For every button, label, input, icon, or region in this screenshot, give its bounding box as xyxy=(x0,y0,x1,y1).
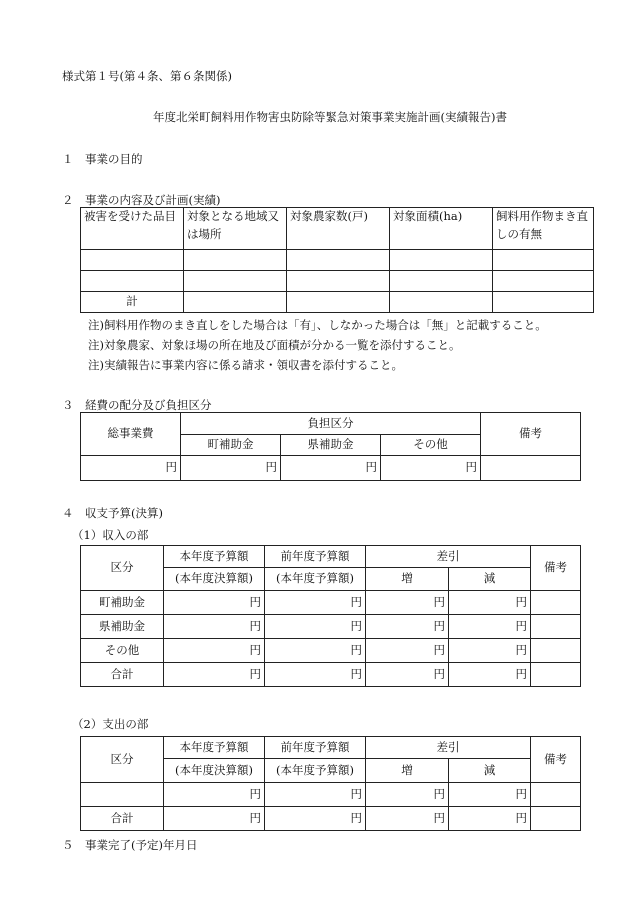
remarks-header: 備考 xyxy=(531,546,581,591)
expense-subheading: （2）支出の部 xyxy=(72,717,149,731)
yen-cell[interactable]: 円 xyxy=(366,663,449,687)
this-year-budget-paren-header: (本年度予算額) xyxy=(265,759,366,783)
yen-cell[interactable]: 円 xyxy=(281,456,381,481)
section-2-heading: 事業の内容及び計画(実績) xyxy=(85,193,221,207)
this-year-settlement-header: (本年度決算額) xyxy=(164,568,265,591)
cell[interactable] xyxy=(81,783,164,807)
document-title: 年度北栄町飼料用作物害虫防除等緊急対策事業実施計画(実績報告)書 xyxy=(153,110,507,124)
section-5-number: ５ xyxy=(62,838,74,852)
category-header: 区分 xyxy=(81,546,164,591)
yen-cell[interactable]: 円 xyxy=(265,807,366,831)
yen-cell[interactable]: 円 xyxy=(81,456,181,481)
decrease-header: 減 xyxy=(449,568,531,591)
yen-cell[interactable]: 円 xyxy=(164,807,265,831)
cell[interactable] xyxy=(481,456,581,481)
income-row-label: その他 xyxy=(81,639,164,663)
decrease-header: 減 xyxy=(449,759,531,783)
header-target-area: 対象となる地域又は場所 xyxy=(184,208,287,250)
yen-cell[interactable]: 円 xyxy=(164,783,265,807)
prev-year-budget-header: 前年度予算額 xyxy=(265,546,366,568)
increase-header: 増 xyxy=(366,759,449,783)
income-row-label: 県補助金 xyxy=(81,615,164,639)
section-4-number: ４ xyxy=(62,506,74,520)
this-year-budget-header: 本年度予算額 xyxy=(164,546,265,568)
town-subsidy-header: 町補助金 xyxy=(181,435,281,456)
yen-cell[interactable]: 円 xyxy=(449,639,531,663)
cell[interactable] xyxy=(287,271,390,292)
category-header: 区分 xyxy=(81,737,164,783)
cell[interactable] xyxy=(493,292,594,313)
yen-cell[interactable]: 円 xyxy=(265,591,366,615)
cell[interactable] xyxy=(81,250,184,271)
section-3-heading: 経費の配分及び負担区分 xyxy=(85,398,212,412)
cell[interactable] xyxy=(390,271,493,292)
yen-cell[interactable]: 円 xyxy=(366,591,449,615)
remarks-header: 備考 xyxy=(481,413,581,456)
cell[interactable] xyxy=(390,250,493,271)
total-cost-header: 総事業費 xyxy=(81,413,181,456)
cell[interactable] xyxy=(493,250,594,271)
section-1-number: １ xyxy=(62,152,74,166)
income-row-label: 町補助金 xyxy=(81,591,164,615)
section-5-heading: 事業完了(予定)年月日 xyxy=(85,838,198,852)
yen-cell[interactable]: 円 xyxy=(449,783,531,807)
content-table xyxy=(80,207,594,313)
cell[interactable] xyxy=(287,250,390,271)
cell[interactable] xyxy=(184,250,287,271)
expense-table xyxy=(80,736,581,831)
section-1-heading: 事業の目的 xyxy=(85,152,143,166)
yen-cell[interactable]: 円 xyxy=(449,663,531,687)
section-4-heading: 収支予算(決算) xyxy=(85,506,163,520)
cell[interactable] xyxy=(81,271,184,292)
header-resowing: 飼料用作物まき直しの有無 xyxy=(493,208,594,250)
note-1: 注)飼料用作物のまき直しをした場合は「有」、しなかった場合は「無」と記載すること。 xyxy=(88,318,547,332)
prev-year-budget-header: 前年度予算額 xyxy=(265,737,366,759)
cell[interactable] xyxy=(531,591,581,615)
income-subheading: （1）収入の部 xyxy=(72,528,149,542)
burden-header: 負担区分 xyxy=(181,413,481,435)
section-2-number: ２ xyxy=(62,193,74,207)
note-3: 注)実績報告に事業内容に係る請求・領収書を添付すること。 xyxy=(88,358,403,372)
header-target-area-ha: 対象面積(ha) xyxy=(390,208,493,250)
yen-cell[interactable]: 円 xyxy=(449,615,531,639)
cost-table xyxy=(80,412,581,481)
yen-cell[interactable]: 円 xyxy=(164,615,265,639)
cell[interactable] xyxy=(390,292,493,313)
cell[interactable] xyxy=(531,615,581,639)
this-year-budget-header: 本年度予算額 xyxy=(164,737,265,759)
yen-cell[interactable]: 円 xyxy=(449,591,531,615)
this-year-budget-paren-header: (本年度予算額) xyxy=(265,568,366,591)
other-header: その他 xyxy=(381,435,481,456)
cell[interactable] xyxy=(184,271,287,292)
total-label: 計 xyxy=(81,292,184,313)
yen-cell[interactable]: 円 xyxy=(181,456,281,481)
remarks-header: 備考 xyxy=(531,737,581,783)
difference-header: 差引 xyxy=(366,546,531,568)
cell[interactable] xyxy=(184,292,287,313)
yen-cell[interactable]: 円 xyxy=(265,663,366,687)
section-3-number: ３ xyxy=(62,398,74,412)
increase-header: 増 xyxy=(366,568,449,591)
note-2: 注)対象農家、対象ほ場の所在地及び面積が分かる一覧を添付すること。 xyxy=(88,338,461,352)
yen-cell[interactable]: 円 xyxy=(366,615,449,639)
header-farmer-count: 対象農家数(戸) xyxy=(287,208,390,250)
form-number: 様式第１号(第４条、第６条関係) xyxy=(62,69,232,83)
yen-cell[interactable]: 円 xyxy=(265,615,366,639)
yen-cell[interactable]: 円 xyxy=(164,639,265,663)
yen-cell[interactable]: 円 xyxy=(449,807,531,831)
income-table xyxy=(80,545,581,687)
cell[interactable] xyxy=(531,807,581,831)
income-row-label: 合計 xyxy=(81,663,164,687)
yen-cell[interactable]: 円 xyxy=(366,783,449,807)
expense-total-label: 合計 xyxy=(81,807,164,831)
cell[interactable] xyxy=(531,639,581,663)
yen-cell[interactable]: 円 xyxy=(265,783,366,807)
header-damaged-item: 被害を受けた品目 xyxy=(81,208,184,250)
pref-subsidy-header: 県補助金 xyxy=(281,435,381,456)
this-year-settlement-header: (本年度決算額) xyxy=(164,759,265,783)
yen-cell[interactable]: 円 xyxy=(366,639,449,663)
yen-cell[interactable]: 円 xyxy=(366,807,449,831)
yen-cell[interactable]: 円 xyxy=(164,663,265,687)
cell[interactable] xyxy=(531,663,581,687)
yen-cell[interactable]: 円 xyxy=(164,591,265,615)
cell[interactable] xyxy=(287,292,390,313)
yen-cell[interactable]: 円 xyxy=(381,456,481,481)
difference-header: 差引 xyxy=(366,737,531,759)
cell[interactable] xyxy=(531,783,581,807)
yen-cell[interactable]: 円 xyxy=(265,639,366,663)
cell[interactable] xyxy=(493,271,594,292)
